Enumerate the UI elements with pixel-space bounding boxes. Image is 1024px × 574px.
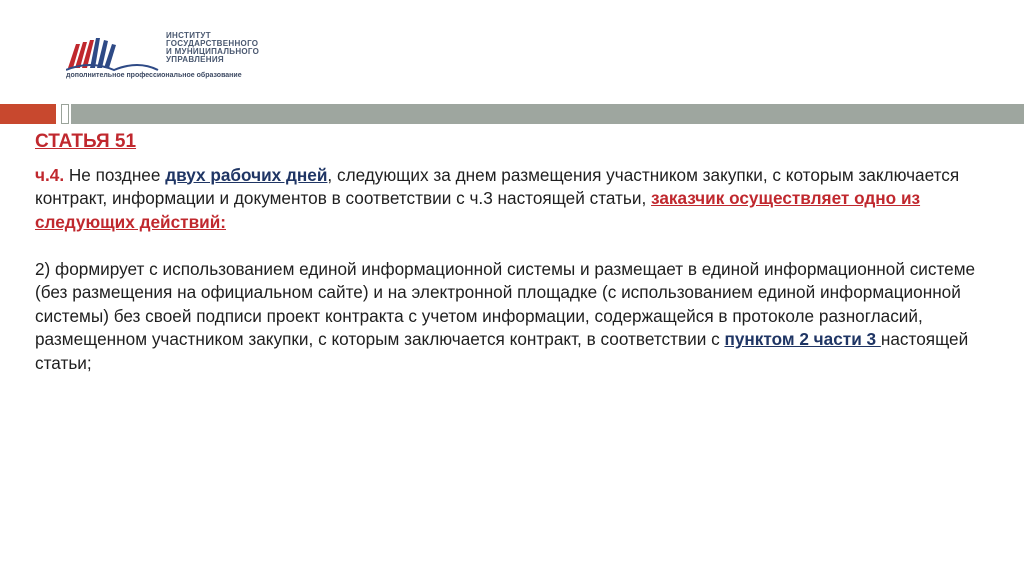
header-bar-red: [0, 104, 56, 124]
slide-content: [35, 130, 985, 375]
paragraph-part-4: ч.4. Не позднее двух рабочих дней, следующих за днем размещения участником закупки, с которым заключается контракт, информации и документов в соответствии с ч.3 настоящей статьи, заказчик осуществляет одно из следующих действий:: [35, 164, 960, 232]
part-label: ч.4.: [35, 164, 65, 185]
header-bar-square: [61, 104, 69, 124]
customer-action-emphasis: заказчик осуществляет одно из следующих действий:: [35, 188, 921, 232]
logo-subtitle: дополнительное профессиональное образование: [66, 72, 242, 79]
header-bar-gray: [71, 104, 1024, 124]
reference-link[interactable]: пунктом 2 части 3: [724, 329, 881, 349]
institute-logo: [66, 28, 306, 84]
paragraph-item-2: 2) формирует с использованием единой информационной системы и размещает в единой информационной системе (без размещения на официальном сайте) и на электронной площадке (с использованием единой информационной системы) без своей подписи проект контракта с учетом информации, содержащейся в протоколе разногласий, размещенном участником закупки, с которым заключается контракт, в соответствии с пунктом 2 части 3 настоящей статьи;: [35, 258, 976, 373]
books-logo-icon: [66, 34, 162, 72]
logo-text: ИНСТИТУТ ГОСУДАРСТВЕННОГО И МУНИЦИПАЛЬНОГО УПРАВЛЕНИЯ: [166, 31, 260, 64]
deadline-emphasis: двух рабочих дней: [165, 164, 328, 185]
article-heading: СТАТЬЯ 51: [35, 131, 137, 152]
